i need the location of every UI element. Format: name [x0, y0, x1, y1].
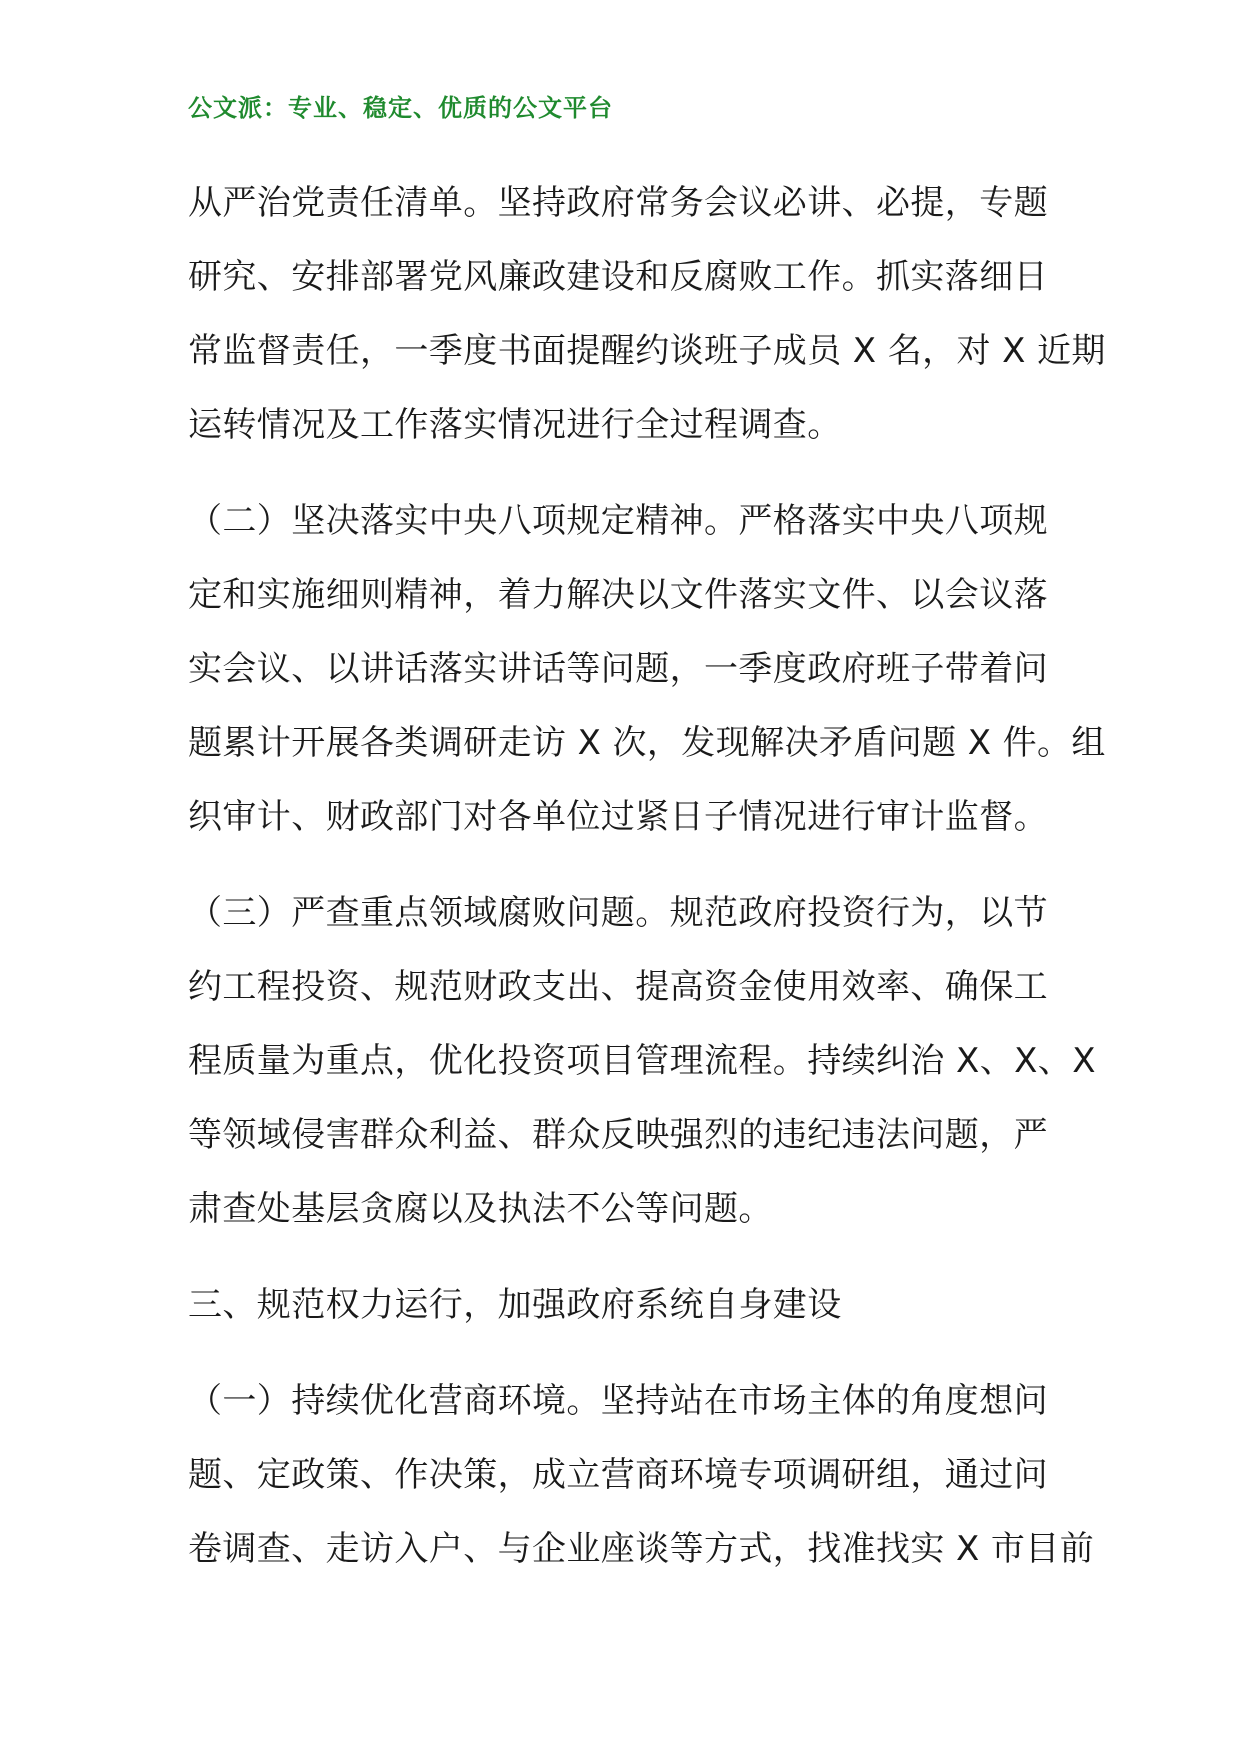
paragraph-gap [188, 1342, 1058, 1364]
paragraph-gap [188, 1246, 1058, 1268]
text-line: 运转情况及工作落实情况进行全过程调查。 [188, 405, 842, 445]
text-line: 定和实施细则精神，着力解决以文件落实文件、以会议落 [188, 575, 1048, 615]
text-line: （一）持续优化营商环境。坚持站在市场主体的角度想问 [188, 1381, 1048, 1421]
text-line: 研究、安排部署党风廉政建设和反腐败工作。抓实落细日 [188, 257, 1048, 297]
text-line: 织审计、财政部门对各单位过紧日子情况进行审计监督。 [188, 797, 1048, 837]
document-body [188, 166, 1106, 1586]
text-line: 肃查处基层贪腐以及执法不公等问题。 [188, 1189, 773, 1229]
paragraph [188, 166, 1106, 462]
text-line: 约工程投资、规范财政支出、提高资金使用效率、确保工 [188, 967, 1048, 1007]
paragraph-gap [188, 854, 1058, 876]
text-line: 题累计开展各类调研走访 X 次，发现解决矛盾问题 X 件。组 [188, 723, 1106, 763]
text-line: （二）坚决落实中央八项规定精神。严格落实中央八项规 [188, 501, 1048, 541]
text-line: 三、规范权力运行，加强政府系统自身建设 [188, 1285, 842, 1325]
paragraph [188, 876, 1096, 1246]
text-line: 程质量为重点，优化投资项目管理流程。持续纠治 X、X、X [188, 1041, 1096, 1081]
text-line: 实会议、以讲话落实讲话等问题，一季度政府班子带着问 [188, 649, 1048, 689]
section-heading [188, 1268, 1058, 1342]
text-line: （三）严查重点领域腐败问题。规范政府投资行为，以节 [188, 893, 1048, 933]
text-line: 从严治党责任清单。坚持政府常务会议必讲、必提，专题 [188, 183, 1048, 223]
text-line: 卷调查、走访入户、与企业座谈等方式，找准找实 X 市目前 [188, 1529, 1095, 1569]
text-line: 常监督责任，一季度书面提醒约谈班子成员 X 名，对 X 近期 [188, 331, 1106, 371]
paragraph [188, 484, 1106, 854]
text-line: 等领域侵害群众利益、群众反映强烈的违纪违法问题，严 [188, 1115, 1048, 1155]
paragraph [188, 1364, 1095, 1586]
text-line: 题、定政策、作决策，成立营商环境专项调研组，通过问 [188, 1455, 1048, 1495]
brand-header: 公文派：专业、稳定、优质的公文平台 [188, 94, 613, 122]
paragraph-gap [188, 462, 1058, 484]
